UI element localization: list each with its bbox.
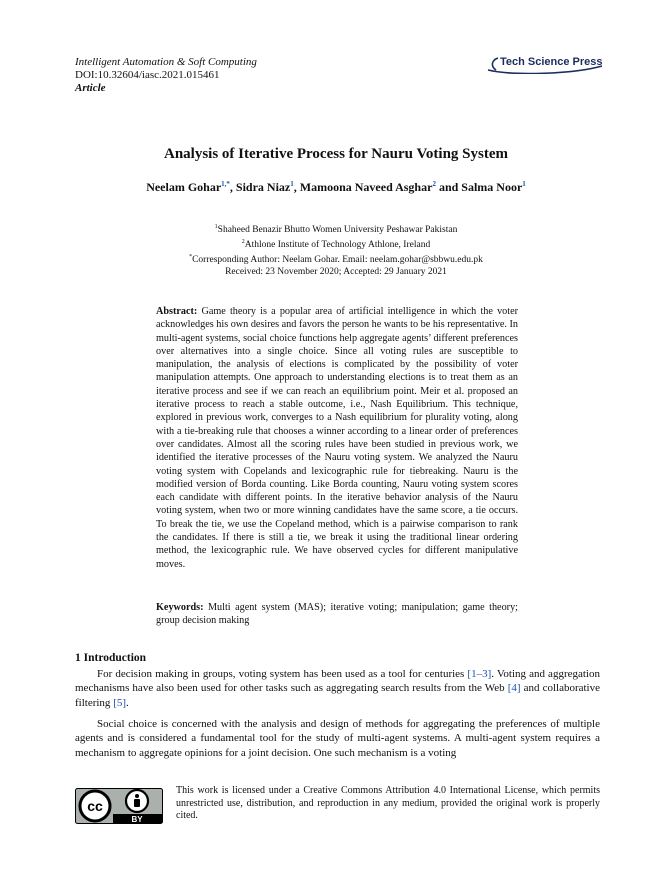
citation-link[interactable]: [5] (113, 696, 127, 709)
keywords-label: Keywords: (156, 602, 204, 613)
corresponding-author: *Corresponding Author: Neelam Gohar. Email: neelam.gohar@sbbwu.edu.pk (189, 254, 483, 266)
publisher-name: Tech Science Press (500, 56, 603, 68)
doi[interactable]: DOI:10.32604/iasc.2021.015461 (75, 69, 220, 81)
cc-badge-label: cc (87, 798, 103, 814)
publisher-logo (484, 54, 604, 74)
author-affiliation-marker[interactable]: 1 (522, 180, 526, 188)
author-affiliation-marker[interactable]: 2 (432, 180, 436, 188)
abstract-text: Game theory is a popular area of artificial intelligence in which the voter acknowledges his own desires and favors the person he wants to be his representative. In multi-agent systems, social choice functions help aggregate agents’ different preferences over alternatives into a single choice. Since all voting rules are susceptible to manipulation, the analysis of elections is complicated by the possibility of voter manipulation attempts. One approach to understanding elections is to treat them as an iterative process and see if we can reach an equilibrium point. Meir et al. proposed an iterative process to reach a stable outcome, i.e., Nash Equilibrium. This technique, explored in previous work, converges to a Nash equilibrium for plurality voting, along with a tie-breaking rule that chooses a winner according to a linear order of preferences over candidates. Almost all the scoring rules have been studied in previous work, we identified the iterative processes of the Nauru voting system. We analyzed the Nauru voting system with Copelands and lexicographic rule for tiebreaking. Nauru is the modified version of Borda counting. Like Borda counting, Nauru voting system scores each candidate with different points. In the iterative behavior analysis of the Nauru voting system, when two or more winning candidates have the same score, a tie occurs. To break the tie, we use the Copeland method, which is a pairwise comparison to rank the candidates. If there is still a tie, we break it using the traditional linear ordering method, the lexicographic rule. We have observed cycles for different manipulative moves. (156, 306, 518, 570)
journal-name: Intelligent Automation & Soft Computing (75, 56, 257, 68)
author-name: Mamoona Naveed Asghar (299, 180, 433, 194)
author-name: Neelam Gohar (146, 180, 222, 194)
keywords (156, 601, 518, 628)
citation-link[interactable]: [1–3] (467, 668, 492, 680)
paper-title: Analysis of Iterative Process for Nauru Voting System (163, 146, 508, 162)
abstract (156, 305, 518, 571)
affiliations (0, 221, 672, 278)
submission-dates: Received: 23 November 2020; Accepted: 29 January 2021 (225, 267, 447, 278)
citation-link[interactable]: [4] (507, 682, 521, 695)
article-type: Article (75, 82, 106, 94)
keywords-text: Multi agent system (MAS); iterative voting; manipulation; game theory; group decision making (156, 602, 518, 627)
author-list: Neelam Gohar$^{1,*}$, Sidra Niaz$^1$, Mamoona Naveed Asghar$^2$ and Salma Noor$^1$ (146, 180, 526, 194)
author-name: Sidra Niaz (235, 180, 291, 194)
abstract-label: Abstract: (156, 306, 198, 317)
intro-paragraph-1: For decision making in groups, voting system has been used as a tool for centuries [1–3]. Voting and aggregation mechanisms have also been used for other tasks such as aggregating search results from the Web [4] and collaborative filtering [5]. (75, 668, 600, 709)
intro-paragraph-2: Social choice is concerned with the analysis and design of methods for aggregating the preferences of multiple agents and is considered a fundamental tool for the study of multi-agent systems. A multi-agent system requires a mechanism to aggregate opinions for a joint decision. One such mechanism is a voting (75, 718, 600, 759)
affiliation-2: $^2$Athlone Institute of Technology Athlone, Ireland (241, 239, 431, 251)
cc-by-icon (75, 788, 163, 824)
author-affiliation-marker[interactable]: 1 (290, 180, 294, 188)
license-text: This work is licensed under a Creative Commons Attribution 4.0 International License, which permits unrestricted use, distribution, and reproduction in any medium, provided the original work is properly cited. (176, 785, 600, 821)
journal-header (75, 56, 257, 95)
author-name: Salma Noor (461, 180, 523, 194)
author-affiliation-marker[interactable]: 1,* (221, 180, 230, 188)
cc-by-badge[interactable] (75, 788, 163, 829)
affiliation-1: $^1$Shaheed Benazir Bhutto Women University Peshawar Pakistan (214, 224, 458, 236)
section-heading-introduction: 1 Introduction (75, 652, 147, 664)
by-badge-label: BY (131, 815, 143, 824)
